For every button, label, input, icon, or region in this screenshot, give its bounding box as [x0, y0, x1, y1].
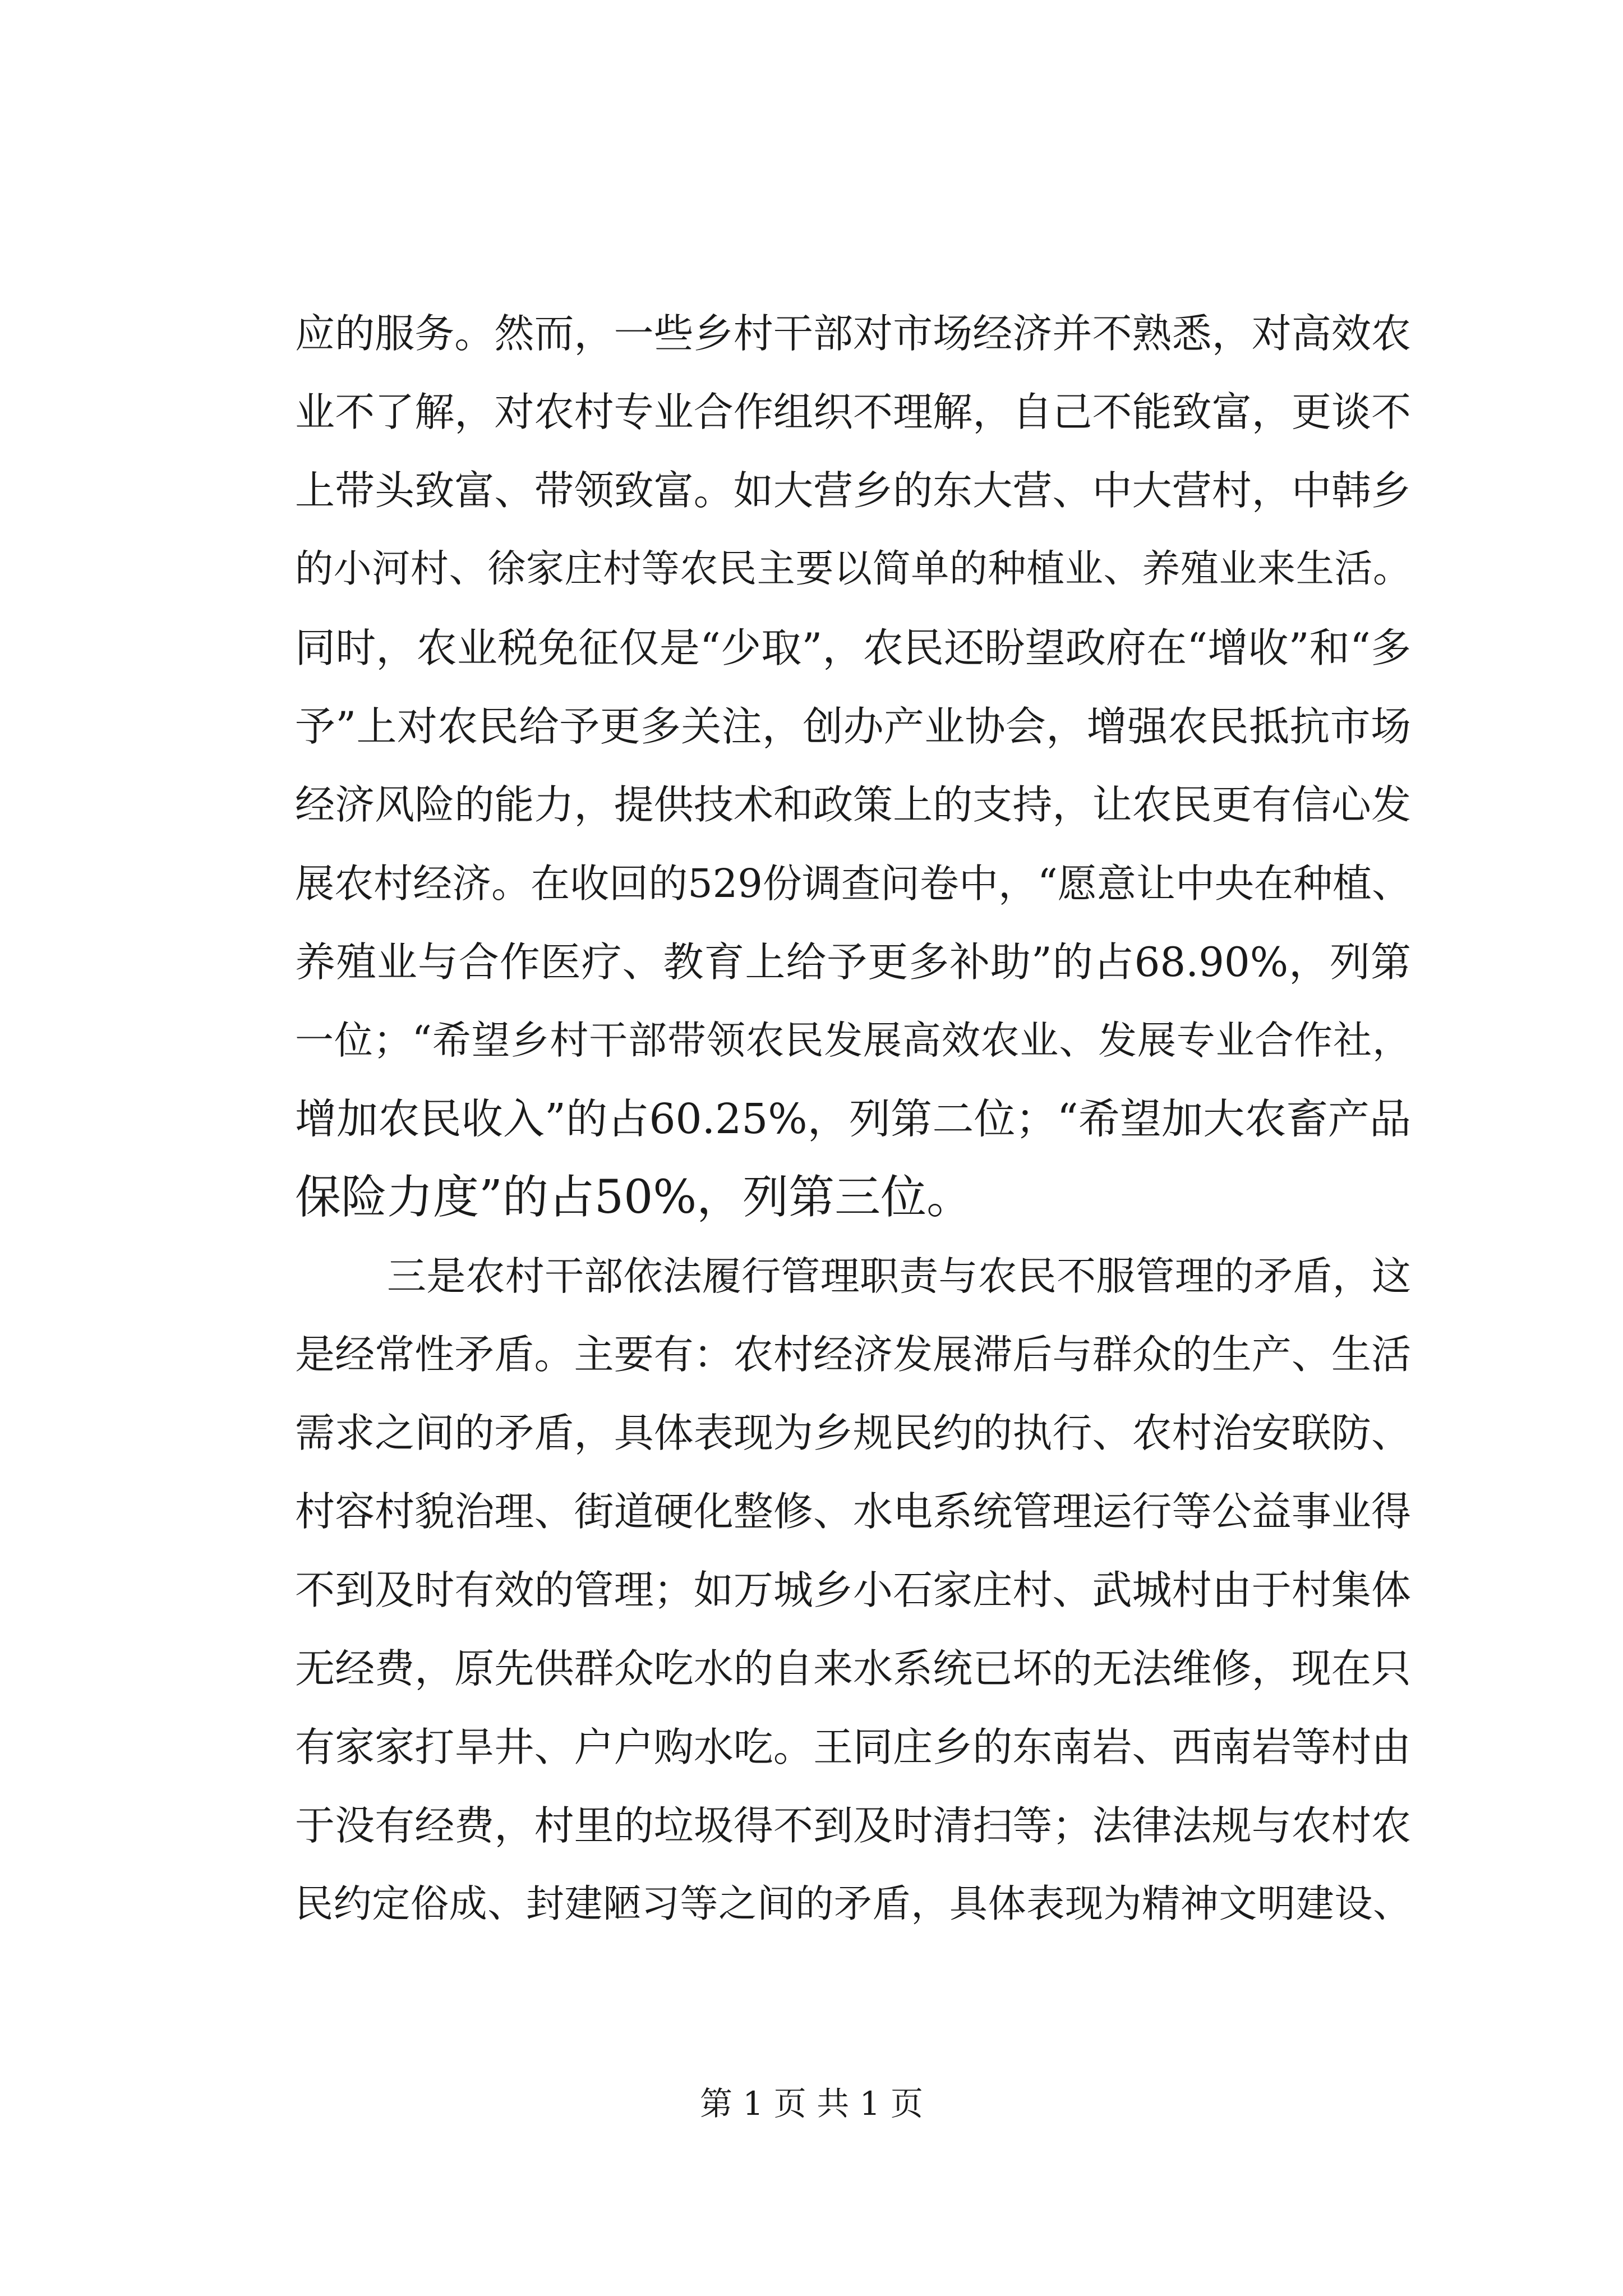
- text-line: 的小河村、徐家庄村等农民主要以简单的种植业、养殖业来生活。: [295, 547, 1411, 591]
- text-line: 无经费，原先供群众吃水的自来水系统已坏的无法维修，现在只: [295, 1645, 1411, 1692]
- text-line: 一位；“希望乡村干部带领农民发展高效农业、发展专业合作社，: [295, 1018, 1411, 1063]
- text-line: 养殖业与合作医疗、教育上给予更多补助”的占68.90%，列第: [295, 938, 1411, 986]
- text-line: 需求之间的矛盾，具体表现为乡规民约的执行、农村治安联防、: [295, 1410, 1411, 1456]
- text-line: 上带头致富、带领致富。如大营乡的东大营、中大营村，中韩乡: [295, 467, 1411, 514]
- text-line: 展农村经济。在收回的529份调查问卷中，“愿意让中央在种植、: [295, 861, 1411, 907]
- text-line: 业不了解，对农村专业合作组织不理解，自己不能致富，更谈不: [295, 389, 1411, 435]
- text-line: 增加农民收入”的占60.25%，列第二位；“希望加大农畜产品: [295, 1095, 1411, 1143]
- text-line: 予”上对农民给予更多关注，创办产业协会，增强农民抵抗市场: [295, 703, 1411, 750]
- text-line: 保险力度”的占50%，列第三位。: [295, 1171, 973, 1224]
- text-line: 有家家打旱井、户户购水吃。王同庄乡的东南岩、西南岩等村由: [295, 1724, 1411, 1770]
- text-line: 不到及时有效的管理；如万城乡小石家庄村、武城村由于村集体: [295, 1567, 1411, 1613]
- page-number-label: 第 1 页 共 1 页: [700, 2085, 923, 2123]
- text-line: 民约定俗成、封建陋习等之间的矛盾，具体表现为精神文明建设、: [295, 1882, 1411, 1926]
- text-line: 经济风险的能力，提供技术和政策上的支持，让农民更有信心发: [295, 781, 1411, 828]
- text-line: 应的服务。然而，一些乡村干部对市场经济并不熟悉，对高效农: [295, 310, 1411, 357]
- text-line: 是经常性矛盾。主要有：农村经济发展滞后与群众的生产、生活: [295, 1331, 1411, 1378]
- text-line: 于没有经费，村里的垃圾得不到及时清扫等；法律法规与农村农: [295, 1802, 1411, 1849]
- text-line: 同时，农业税免征仅是“少取”，农民还盼望政府在“增收”和“多: [295, 624, 1411, 671]
- page-footer: [0, 2081, 1623, 2126]
- text-line: 村容村貌治理、街道硬化整修、水电系统管理运行等公益事业得: [295, 1488, 1411, 1535]
- text-line: 三是农村干部依法履行管理职责与农民不服管理的矛盾，这: [387, 1253, 1411, 1299]
- document-body: [295, 295, 1411, 1944]
